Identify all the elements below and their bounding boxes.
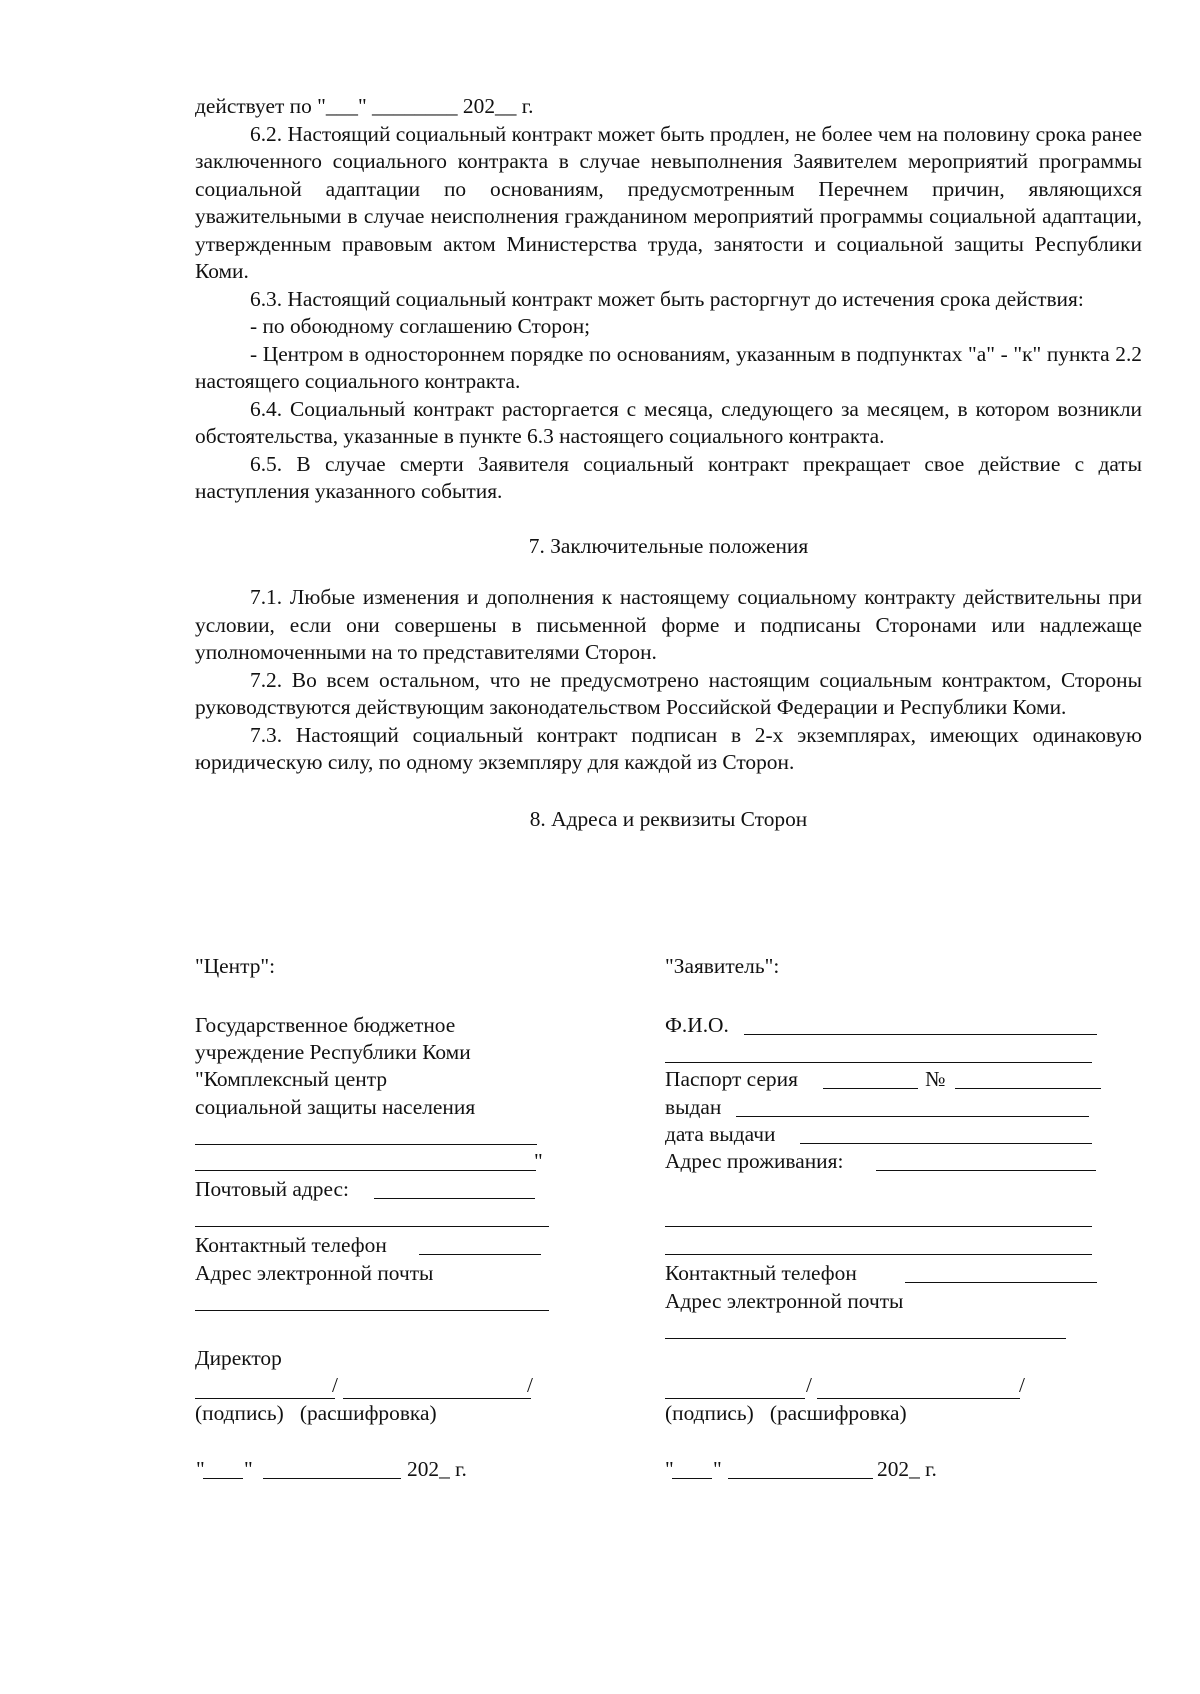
clause-6-3: 6.3. Настоящий социальный контракт может быть расторгнут до истечения срока действия: xyxy=(250,286,1084,311)
center-name-blank xyxy=(343,1398,531,1399)
applicant-phone-label: Контактный телефон xyxy=(665,1261,857,1285)
applicant-issue-date-label: дата выдачи xyxy=(665,1122,776,1146)
applicant-passport-number-blank xyxy=(955,1088,1101,1089)
clause-6-3-item-b: - Центром в одностороннем порядке по основаниям, указанным в подпунктах "а" - "к" пункта 2.2 настоящего социального контракта. xyxy=(195,341,1142,393)
center-date-year: 202_ г. xyxy=(407,1457,467,1481)
center-phone-label: Контактный телефон xyxy=(195,1233,387,1257)
clause-6-4: 6.4. Социальный контракт расторгается с месяца, следующего за месяцем, в котором возникли обстоятельства, указанные в пункте 6.3 настоящего социального контракта. xyxy=(195,396,1142,448)
applicant-date-quote-close: " xyxy=(713,1457,722,1481)
center-label: "Центр": xyxy=(195,954,276,978)
center-day-blank xyxy=(203,1478,243,1479)
section-8-heading: 8. Адреса и реквизиты Сторон xyxy=(529,806,808,831)
center-org-line-3: "Комплексный центр xyxy=(195,1067,388,1091)
applicant-issue-date-blank xyxy=(800,1143,1092,1144)
signature-divider: / xyxy=(332,1373,338,1397)
applicant-signature-blank xyxy=(665,1398,805,1399)
center-blank-line xyxy=(195,1170,536,1171)
term-line: действует по "___" ________ 202__ г. xyxy=(195,94,534,118)
clause-6-3-item-a: - по обоюдному соглашению Сторон; xyxy=(250,314,591,338)
signature-divider: / xyxy=(1019,1373,1025,1397)
clause-7-1: 7.1. Любые изменения и дополнения к настоящему социальному контракту действительны при условии, если они совершены в письменной форме и подписаны Сторонами или надлежаще уполномоченными на то представителями Сторон. xyxy=(195,585,1142,664)
center-postal-blank xyxy=(374,1198,535,1199)
center-org-line-1: Государственное бюджетное xyxy=(195,1013,456,1037)
signature-divider: / xyxy=(527,1373,533,1397)
applicant-issued-blank xyxy=(736,1116,1089,1117)
center-email-blank xyxy=(195,1310,549,1311)
applicant-passport-series-blank xyxy=(823,1088,918,1089)
center-email-label: Адрес электронной почты xyxy=(195,1261,434,1285)
applicant-phone-blank xyxy=(905,1282,1097,1283)
applicant-issued-label: выдан xyxy=(665,1095,722,1119)
applicant-address-blank-3 xyxy=(665,1254,1092,1255)
center-signature-blank xyxy=(195,1398,335,1399)
center-closing-quote: " xyxy=(534,1149,543,1173)
applicant-date-quote-open: " xyxy=(665,1457,674,1481)
applicant-label: "Заявитель": xyxy=(665,954,780,978)
clause-7-3: 7.3. Настоящий социальный контракт подписан в 2-х экземплярах, имеющих одинаковую юридическую силу, по одному экземпляру для каждой из Сторон. xyxy=(195,722,1142,774)
applicant-number-sign: № xyxy=(925,1067,946,1091)
center-director-label: Директор xyxy=(195,1346,282,1370)
applicant-email-blank xyxy=(665,1338,1066,1339)
clause-6-5: 6.5. В случае смерти Заявителя социальный контракт прекращает свое действие с даты наступления указанного события. xyxy=(195,451,1142,503)
clause-7-2: 7.2. Во всем остальном, что не предусмотрено настоящим социальным контрактом, Стороны руководствуются действующим законодательством Российской Федерации и Республики Коми. xyxy=(195,667,1142,719)
center-signature-captions: (подпись) (расшифровка) xyxy=(195,1401,437,1425)
center-org-line-2: учреждение Республики Коми xyxy=(195,1040,471,1064)
center-month-blank xyxy=(263,1478,401,1479)
applicant-signature-captions: (подпись) (расшифровка) xyxy=(665,1401,907,1425)
clause-6-2: 6.2. Настоящий социальный контракт может быть продлен, не более чем на половину срока ранее заключенного социального контракта в случае невыполнения Заявителем мероприятий программы социальной адаптации по основаниям, предусмотренным Перечнем причин, являющихся уважительными в случае неисполнения гражданином мероприятий программы социальной адаптации, утвержденным правовым актом Министерства труда, занятости и социальной защиты Республики Коми. xyxy=(195,121,1142,283)
section-7-heading: 7. Заключительные положения xyxy=(528,533,809,558)
applicant-name-blank xyxy=(817,1398,1020,1399)
applicant-email-label: Адрес электронной почты xyxy=(665,1289,904,1313)
applicant-address-blank xyxy=(876,1170,1096,1171)
center-postal-label: Почтовый адрес: xyxy=(195,1177,349,1201)
applicant-address-blank-2 xyxy=(665,1226,1092,1227)
center-date-quote-close: " xyxy=(244,1457,253,1481)
applicant-month-blank xyxy=(728,1478,873,1479)
applicant-passport-label: Паспорт серия xyxy=(665,1067,798,1091)
center-org-line-4: социальной защиты населения xyxy=(195,1095,476,1119)
applicant-date-year: 202_ г. xyxy=(877,1457,937,1481)
applicant-fio-label: Ф.И.О. xyxy=(665,1013,729,1037)
applicant-day-blank xyxy=(672,1478,712,1479)
applicant-address-label: Адрес проживания: xyxy=(665,1149,844,1173)
center-date-quote-open: " xyxy=(196,1457,205,1481)
center-phone-blank xyxy=(419,1254,541,1255)
applicant-fio-blank-2 xyxy=(665,1062,1092,1063)
signature-divider: / xyxy=(806,1373,812,1397)
document-body xyxy=(195,93,1142,833)
applicant-fio-blank xyxy=(744,1034,1097,1035)
center-blank-line xyxy=(195,1226,549,1227)
center-blank-line xyxy=(195,1144,537,1145)
